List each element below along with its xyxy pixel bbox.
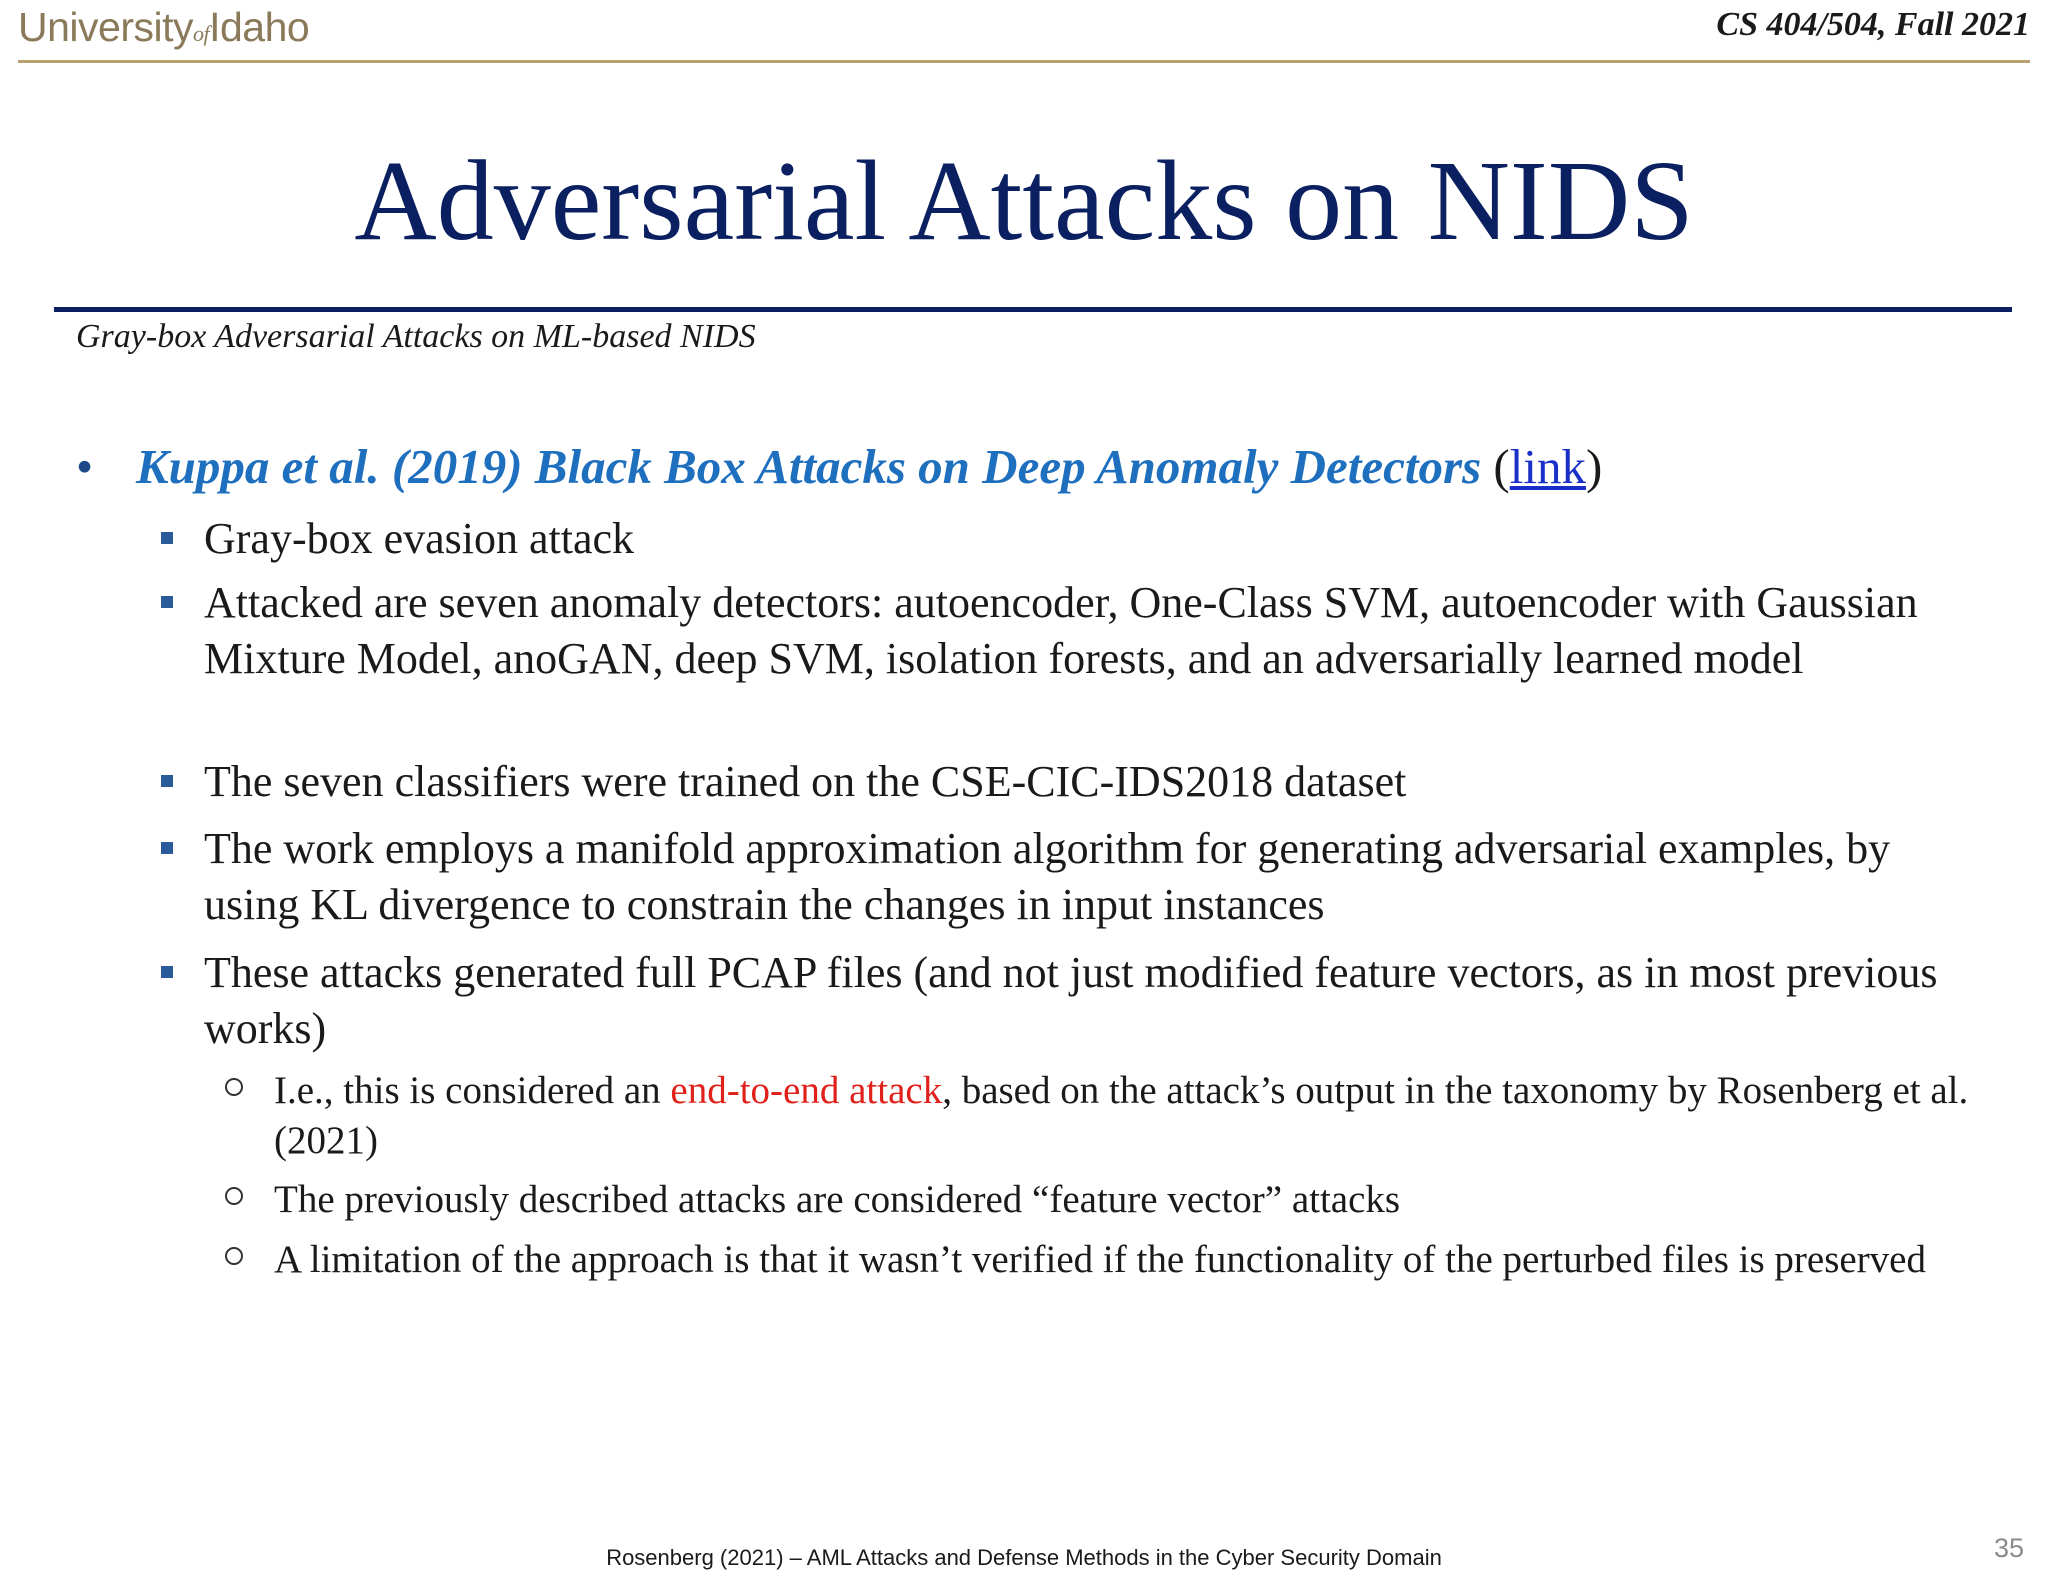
highlight-text: end-to-end attack <box>670 1069 943 1112</box>
sub-bullet-5 <box>204 945 1964 1057</box>
paper-reference: Kuppa et al. (2019) Black Box Attacks on Deep Anomaly Detectors <box>136 439 1482 494</box>
sub-bullet-2 <box>204 575 1964 687</box>
paren-open: ( <box>1481 439 1510 494</box>
slide-title: Adversarial Attacks on NIDS <box>354 137 1694 264</box>
logo-text-of: of <box>192 21 210 46</box>
sub-bullet-text: The work employs a manifold approximation algorithm for generating adversarial examples, by using KL divergence to constrain the changes in input instances <box>204 824 1891 929</box>
circle-bullet-icon <box>225 1247 243 1265</box>
sub-bullet-3 <box>204 754 1964 810</box>
sub-sub-bullet-1 <box>274 1066 1994 1166</box>
sub-bullet-text: The seven classifiers were trained on the CSE-CIC-IDS2018 dataset <box>204 757 1407 806</box>
sub-sub-text-pre: I.e., this is considered an <box>274 1069 671 1112</box>
square-bullet-icon <box>161 775 173 787</box>
sub-bullet-text: Attacked are seven anomaly detectors: autoencoder, One-Class SVM, autoencoder with Gaussian Mixture Model, anoGAN, deep SVM, isolation forests, and an adversarially learned model <box>204 578 1918 683</box>
logo-text-end: Idaho <box>209 4 310 50</box>
logo-text-main: University <box>18 4 193 50</box>
sub-sub-bullet-2 <box>274 1175 1994 1225</box>
page-number: 35 <box>1993 1533 2024 1563</box>
main-bullet <box>76 438 1602 495</box>
sub-sub-text: The previously described attacks are considered “feature vector” attacks <box>274 1178 1401 1221</box>
sub-sub-bullet-3 <box>274 1235 1994 1285</box>
circle-bullet-icon <box>225 1078 243 1096</box>
circle-bullet-icon <box>225 1187 243 1205</box>
footer-citation: Rosenberg (2021) – AML Attacks and Defense Methods in the Cyber Security Domain <box>606 1545 1442 1570</box>
sub-bullet-text: Gray-box evasion attack <box>204 514 635 563</box>
sub-bullet-1 <box>204 511 1964 567</box>
sub-sub-text: A limitation of the approach is that it wasn’t verified if the functionality of the perturbed files is preserved <box>274 1238 1926 1281</box>
bullet-dot-icon: • <box>76 439 94 494</box>
slide-subtitle: Gray-box Adversarial Attacks on ML-based NIDS <box>76 318 756 355</box>
sub-bullet-4 <box>204 821 1964 933</box>
course-label: CS 404/504, Fall 2021 <box>1716 6 2030 43</box>
title-divider <box>54 307 2012 312</box>
paren-close: ) <box>1585 439 1603 494</box>
square-bullet-icon <box>161 842 173 854</box>
sub-sub-text-post: , based on the attack’s output in the taxonomy by Rosenberg et al. (2021) <box>274 1069 1969 1162</box>
university-logo <box>18 4 309 51</box>
square-bullet-icon <box>161 966 173 978</box>
square-bullet-icon <box>161 532 173 544</box>
paper-link[interactable]: link <box>1509 439 1586 494</box>
sub-bullet-text: These attacks generated full PCAP files (and not just modified feature vectors, as in most previous works) <box>204 948 1938 1053</box>
square-bullet-icon <box>161 596 173 608</box>
header-divider <box>18 60 2030 63</box>
